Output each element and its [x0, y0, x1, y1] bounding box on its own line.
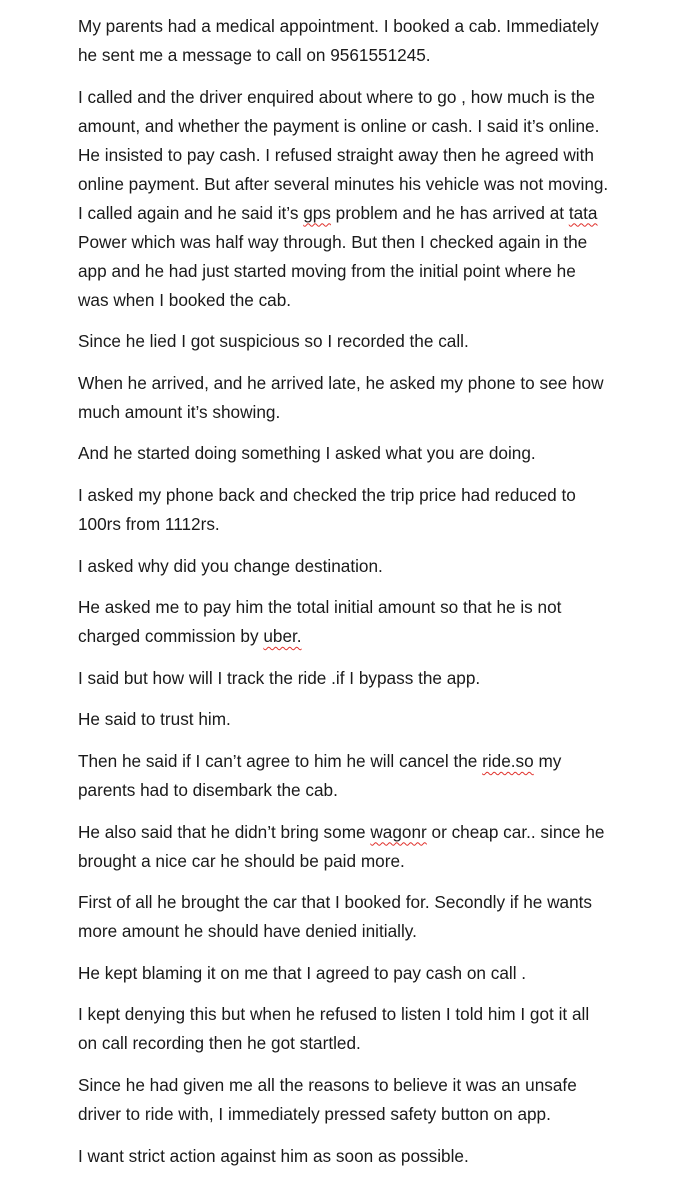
- document-body: [78, 12, 678, 1183]
- paragraph: I asked my phone back and checked the trip price had reduced to 100rs from 1112rs.: [78, 484, 576, 534]
- paragraph: I called and the driver enquired about where to go , how much is the amount, and whether the payment is online or cash. I said it’s online. He insisted to pay cash. I refused straight away then he agreed with online payment. But after several minutes his vehicle was not moving. I called again and he said it’s gps problem and he has arrived at tata Power which was half way through. But then I checked again in the app and he had just started moving from the initial point where he was when I booked the cab.: [78, 86, 609, 310]
- paragraph: First of all he brought the car that I booked for. Secondly if he wants more amount he should have denied initially.: [78, 892, 593, 942]
- paragraph: I asked why did you change destination.: [78, 555, 383, 576]
- spellcheck-underline: wagonr: [370, 821, 427, 842]
- spellcheck-underline: tata: [568, 202, 598, 223]
- paragraph: Since he lied I got suspicious so I recorded the call.: [78, 331, 469, 352]
- spellcheck-underline: gps: [303, 202, 331, 223]
- paragraph: Since he had given me all the reasons to believe it was an unsafe driver to ride with, I immediately pressed safety button on app.: [78, 1074, 577, 1124]
- paragraph: When he arrived, and he arrived late, he asked my phone to see how much amount it’s showing.: [78, 372, 604, 422]
- paragraph: Then he said if I can’t agree to him he will cancel the ride.so my parents had to disembark the cab.: [78, 750, 562, 800]
- paragraph: My parents had a medical appointment. I booked a cab. Immediately he sent me a message to call on 9561551245.: [78, 16, 599, 65]
- paragraph: And he started doing something I asked what you are doing.: [78, 443, 536, 464]
- paragraph: He asked me to pay him the total initial amount so that he is not charged commission by uber.: [78, 597, 562, 647]
- spellcheck-underline: uber.: [263, 626, 302, 647]
- paragraph: He said to trust him.: [78, 709, 231, 730]
- paragraph: He also said that he didn’t bring some wagonr or cheap car.. since he brought a nice car he should be paid more.: [78, 821, 605, 871]
- paragraph: I said but how will I track the ride .if I bypass the app.: [78, 667, 481, 688]
- paragraph: He kept blaming it on me that I agreed to pay cash on call .: [78, 962, 527, 983]
- paragraph: I want strict action against him as soon as possible.: [78, 1145, 469, 1166]
- spellcheck-underline: ride.so: [482, 750, 534, 771]
- paragraph: I kept denying this but when he refused to listen I told him I got it all on call recording then he got startled.: [78, 1004, 590, 1054]
